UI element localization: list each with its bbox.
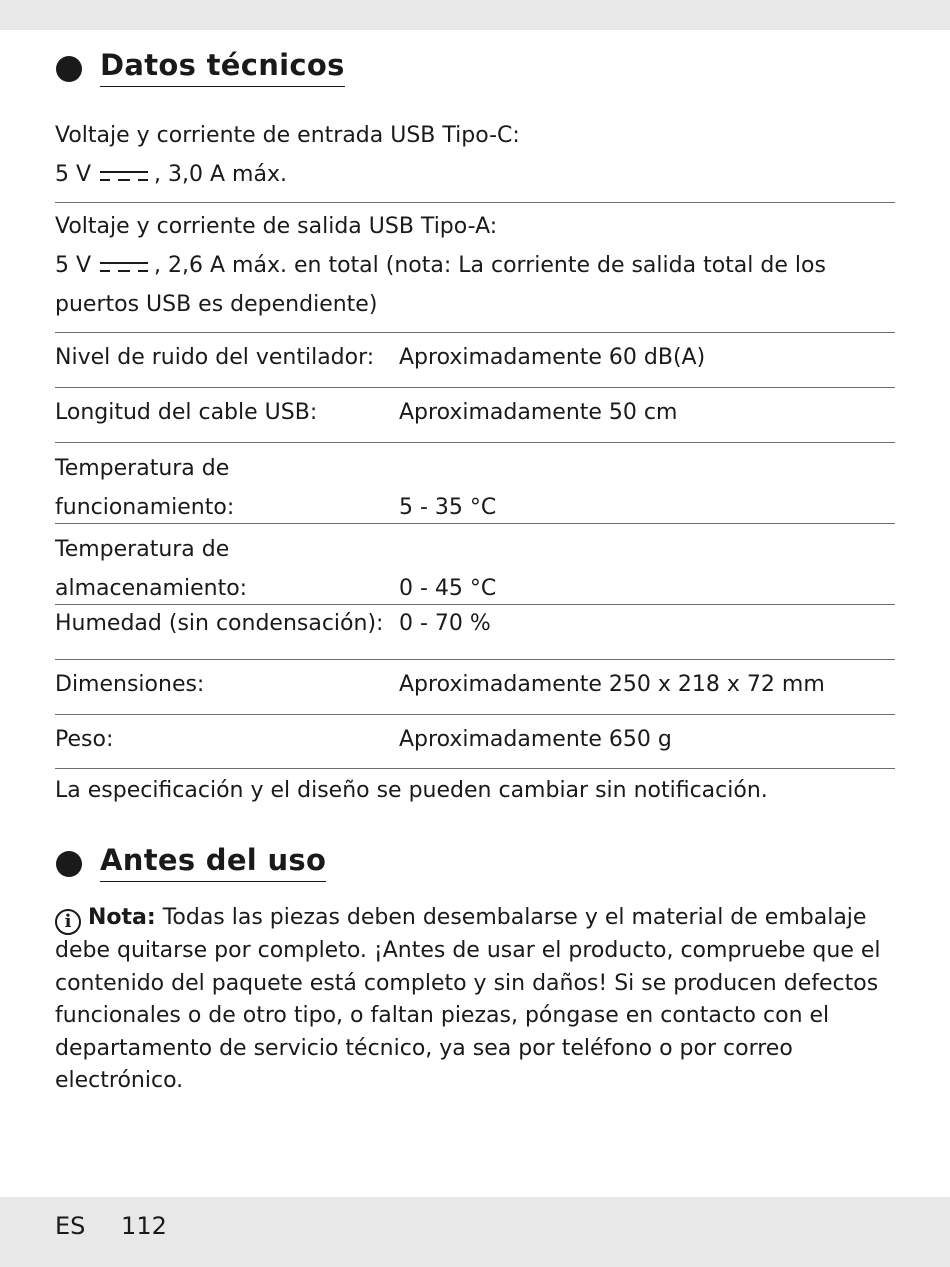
spec-value: Aproximadamente 650 g bbox=[399, 727, 672, 752]
spec-disclaimer: La especificación y el diseño se pueden cambiar sin notificación. bbox=[55, 778, 768, 803]
note-label: Nota: bbox=[88, 905, 156, 930]
spec-row-weight bbox=[55, 715, 895, 769]
spec-value: Aproximadamente 60 dB(A) bbox=[399, 345, 706, 370]
spec-value bbox=[55, 155, 895, 194]
spec-row-noise bbox=[55, 333, 895, 388]
spec-value: 0 - 45 °C bbox=[399, 576, 497, 601]
spec-label: Voltaje y corriente de entrada USB Tipo-C: bbox=[55, 123, 520, 148]
spec-row-operating-temp bbox=[55, 443, 895, 524]
spec-value: Aproximadamente 250 x 218 x 72 mm bbox=[399, 672, 825, 697]
current-text: , 2,6 A máx. en total (nota: La corriente de salida total de los puertos USB es dependiente) bbox=[55, 253, 826, 317]
section-title: Datos técnicos bbox=[100, 48, 345, 87]
spec-row-humidity bbox=[55, 605, 895, 660]
voltage-text: 5 V bbox=[55, 253, 92, 278]
spec-label: Temperatura de funcionamiento: bbox=[55, 456, 235, 520]
spec-value: 5 - 35 °C bbox=[399, 495, 497, 520]
spec-value bbox=[55, 246, 895, 324]
spec-row-cable bbox=[55, 388, 895, 443]
spec-row-input bbox=[55, 112, 895, 203]
bullet-icon bbox=[56, 851, 82, 877]
spec-row-dimensions bbox=[55, 660, 895, 715]
specs-table bbox=[55, 112, 895, 769]
info-icon: i bbox=[55, 909, 81, 935]
spec-label: Temperatura de almacenamiento: bbox=[55, 537, 248, 601]
page-footer bbox=[55, 1212, 167, 1240]
section-title: Antes del uso bbox=[100, 843, 326, 882]
spec-label: Nivel de ruido del ventilador: bbox=[55, 345, 375, 370]
spec-label: Longitud del cable USB: bbox=[55, 400, 318, 425]
spec-label: Humedad (sin condensación): bbox=[55, 611, 384, 636]
page-top-band bbox=[0, 0, 950, 30]
spec-value: Aproximadamente 50 cm bbox=[399, 400, 678, 425]
spec-value: 0 - 70 % bbox=[399, 611, 491, 636]
voltage-text: 5 V bbox=[55, 162, 92, 187]
note-paragraph bbox=[55, 902, 895, 1098]
spec-label: Peso: bbox=[55, 727, 114, 752]
spec-row-storage-temp bbox=[55, 524, 895, 605]
dc-current-icon bbox=[98, 257, 150, 275]
bullet-icon bbox=[56, 56, 82, 82]
dc-current-icon bbox=[98, 166, 150, 184]
spec-label: Voltaje y corriente de salida USB Tipo-A: bbox=[55, 214, 498, 239]
language-code: ES bbox=[55, 1212, 86, 1240]
current-text: , 3,0 A máx. bbox=[154, 162, 287, 187]
spec-label: Dimensiones: bbox=[55, 672, 205, 697]
note-text: Todas las piezas deben desembalarse y el material de embalaje debe quitarse por completo. ¡Antes de usar el producto, compruebe que el contenido del paquete está completo y sin daños! Si se producen defectos funcionales o de otro tipo, o faltan piezas, póngase en contacto con el departamento de servicio técnico, ya sea por teléfono o por correo electrónico. bbox=[55, 905, 881, 1094]
spec-row-output bbox=[55, 203, 895, 333]
page-number: 112 bbox=[121, 1212, 167, 1240]
